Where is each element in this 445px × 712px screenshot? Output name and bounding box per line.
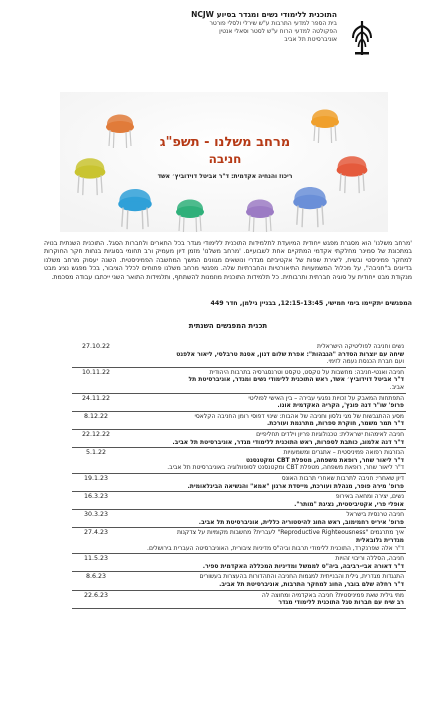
- session-extra: ד"ר אלה שפרנקרד, התוכנית ללימודי תרבות וביה"ס מדיניות ציבורית, האוניברסיטה העברית בירושלים.: [147, 544, 404, 552]
- session-details: [120, 393, 406, 411]
- session-details: [120, 411, 406, 429]
- session-speaker: ד"ר דנה אלמוג, כותבת לספרות, ראש התוכנית ללימודי מגדר, אוניברסיטת תל אביב.: [172, 438, 404, 446]
- table-row: [72, 342, 406, 367]
- session-speaker: רב שיח עם חברות סגל התוכנית ללימודי מגדר: [278, 599, 404, 607]
- session-speaker: פרופ' מירה פופר, מנהלת ועורכת, מייסדת ארגון "אמא" והנשיאה הבינלאומית.: [187, 482, 404, 490]
- session-topic: חניבה, הסללה וריבוי זהויות: [335, 555, 404, 563]
- title-line-1: מרחב משלנו - תשפ"ג: [159, 135, 291, 150]
- school-name: בית הספר למדעי התרבות ע"ש שירלי ולסלי פורטר: [209, 20, 337, 27]
- session-date: 24.11.22: [72, 393, 120, 411]
- table-row: [72, 393, 406, 411]
- session-topic: נשים, יצירה ומחאה באירופ: [335, 493, 404, 501]
- session-date: 30.3.23: [72, 510, 120, 528]
- session-details: [120, 590, 406, 608]
- table-row: [72, 492, 406, 510]
- session-topic: דיון שאחרי: חניבה לתרבות שאחרי תרבות האונס: [281, 474, 404, 482]
- program-table: [72, 342, 406, 609]
- program-title: תכנית המפגשים השנתית: [188, 322, 268, 330]
- table-row: [72, 367, 406, 393]
- session-extra: אביב.: [389, 383, 404, 391]
- session-details: [120, 473, 406, 491]
- session-date: 5.1.22: [72, 448, 120, 474]
- session-topic: איך מתרגמים "Reproductive Righteousness" לעברית? מחשבות מקומיות על צדקנות: [176, 529, 404, 537]
- session-topic: התפתחות המאבק על זכויות נפגעי עבירה – בין האישי לפוליטי: [248, 394, 404, 402]
- session-details: [120, 510, 406, 528]
- session-speaker: פרופ' איריס רחמימוב, ראש החוג להיסטוריה כללית, אוניברסיטת תל אביב.: [198, 518, 404, 526]
- hero-subtitle: ריכוז והנחיה אקדמית: ד"ר אביטל דוידוביץ׳ אשד: [157, 173, 293, 180]
- university-name: אוניברסיטת תל אביב: [284, 36, 337, 43]
- table-row: [72, 528, 406, 554]
- session-speaker: ד"ר רחלה שלם בובר, החוג למחקר התרבות, אוניברסיטת תל אביב.: [219, 581, 404, 589]
- session-details: [120, 554, 406, 572]
- session-date: 16.3.23: [72, 492, 120, 510]
- session-details: [120, 448, 406, 474]
- session-date: 22.6.23: [72, 590, 120, 608]
- session-date: 19.1.23: [72, 473, 120, 491]
- session-details: [120, 492, 406, 510]
- session-date: 10.11.22: [72, 367, 120, 393]
- session-speaker: אופלי פרי, אקטיביסטית, נציגת "מותר".: [294, 500, 404, 508]
- table-row: [72, 510, 406, 528]
- session-topic: חניבה טרנסית בישראל: [346, 511, 404, 519]
- session-date: 27.4.23: [72, 528, 120, 554]
- table-row: [72, 590, 406, 608]
- session-speaker: מגדרית גלובאלית: [355, 537, 404, 545]
- session-topic: חניבה לאימהות ישראלית: טכנולוגיות פריון וילדים תחליפיים: [256, 430, 404, 438]
- hero-title: [150, 134, 300, 167]
- table-row: [72, 473, 406, 491]
- session-details: [120, 367, 406, 393]
- session-date: 27.10.22: [72, 342, 120, 367]
- session-topic: נשים וחניבה לפוליטיקה הישראלית: [317, 343, 404, 350]
- table-row: [72, 572, 406, 590]
- session-speaker: ד"ר תמר משמר, חוקרת ספרות, מתרגמת ועורכת.: [266, 420, 404, 428]
- session-details: [120, 528, 406, 554]
- session-topic: מתי גילית שאת פמיניסטית? חניבה באקדמיה ומחוצה לה: [261, 591, 404, 599]
- session-topic: הנזרגות רפואה פמיניסטית – אתגרים ומשמעויות: [283, 449, 404, 457]
- session-details: [120, 429, 406, 447]
- session-extra: ועם חברת הכנסת נעמה לזימי.: [326, 358, 404, 366]
- session-topic: חניבה ואנטי-חניבה: מחשבות על טקסט, טקסט וטרנסגרסיה בתרבות היהודית: [209, 368, 404, 376]
- table-row: [72, 554, 406, 572]
- session-details: [120, 342, 406, 367]
- title-line-2: חניבה: [208, 152, 242, 166]
- page-header: [85, 10, 385, 70]
- intro-paragraph: 'מרחב משלנו' הוא מסגרת מפגש ייחודית המיועדת לתלמידות התוכנית ללימודי מגדר בכל התארים ולחברות הסגל. התוכנית השנתית בנויה במתכונת של סמינר מחלקתי אקדמי המתקיים אחת לשבועיים. 'מרחב משלנו' מזמן דיון מעמיק ורב תחומי בסוגיות בנחות חקר החוקרות למחקר פמיניסטי ובשיח, ליצירת שפות של אקטיביזם מגדרי ונושאים מגוונים המשך המחשבה הפמיניסטית. השנה יעסוק מרחב משלנו בדיונים ב"חניבה", על מכלול המשמעויות התיאורטיות והחברתיות שלה. מפגשי מרחב משלנו פתוחים לכלל הציבור, בכל מפגש נציג מבט מנקודת מבט ייחודית על סוגיה חברתית ותרבותית. כל תלמידות התוכנית מוזמנות להשתתף, ותלמידות התואר השני ייכתבו עבודה מסכמת.: [44, 240, 412, 281]
- session-speaker: ד"ר דאורה אבי-רביבה, ביה"ס לממשל ומדיניות המכללה האקדמית ספיר.: [202, 562, 404, 570]
- meeting-info: המפגשים יתקיימו בימי חמישי, 12:15-13:45, בבניין גילמן, חדר 449: [210, 300, 412, 307]
- table-row: [72, 429, 406, 447]
- session-details: [120, 572, 406, 590]
- session-topic: מסע ההתגבשות של מגי נלסון וחניבה של אהבות: שינוי דפוסי רומן החניבה הקלאסי: [194, 412, 404, 420]
- institution-text: [127, 10, 337, 44]
- session-date: 8.6.23: [72, 572, 120, 590]
- session-date: 11.5.23: [72, 554, 120, 572]
- session-speaker: ד"ר אביטל דוידוביץ׳ אשד, ראש התוכנית ללימודי נשים ומגדר, אוניברסיטת תל: [188, 376, 404, 384]
- faculty-name: הפקולטה למדעי הרוח ע"ש לסטר וסאלי אנטין: [219, 28, 337, 35]
- session-date: 8.12.22: [72, 411, 120, 429]
- session-topic: התנגדות מגדרית, גילית והבנייתית למגמות החניבה והתהדורות בהעצרות בעשורים: [199, 573, 404, 581]
- session-speaker: שיחה עם יוצרות הסדרה "הגבהות": אפרת שלום דנון, אסנת טרבלסי, ליאור אלפנט: [176, 350, 404, 358]
- session-speaker: פרופ' שו"ר דנה פוגץ', הקריה האקדמית אונו.: [277, 402, 404, 410]
- table-row: [72, 448, 406, 474]
- table-row: [72, 411, 406, 429]
- session-speaker: ד"ר ליאור שחר, רופאת משפחה, מטפלת CBT ומקטנסנט: [246, 456, 404, 464]
- session-extra: ד"ר ליאור שחר, רופאת משפחה, מטפלת CBT ומקטנסנט לסופוולוגיה באוניברסיטת תל אביב.: [167, 464, 404, 472]
- program-name: התוכנית ללימודי נשים ומגדר בסיוע NCJW: [191, 10, 337, 19]
- session-date: 22.12.22: [72, 429, 120, 447]
- university-logo-icon: [347, 18, 377, 58]
